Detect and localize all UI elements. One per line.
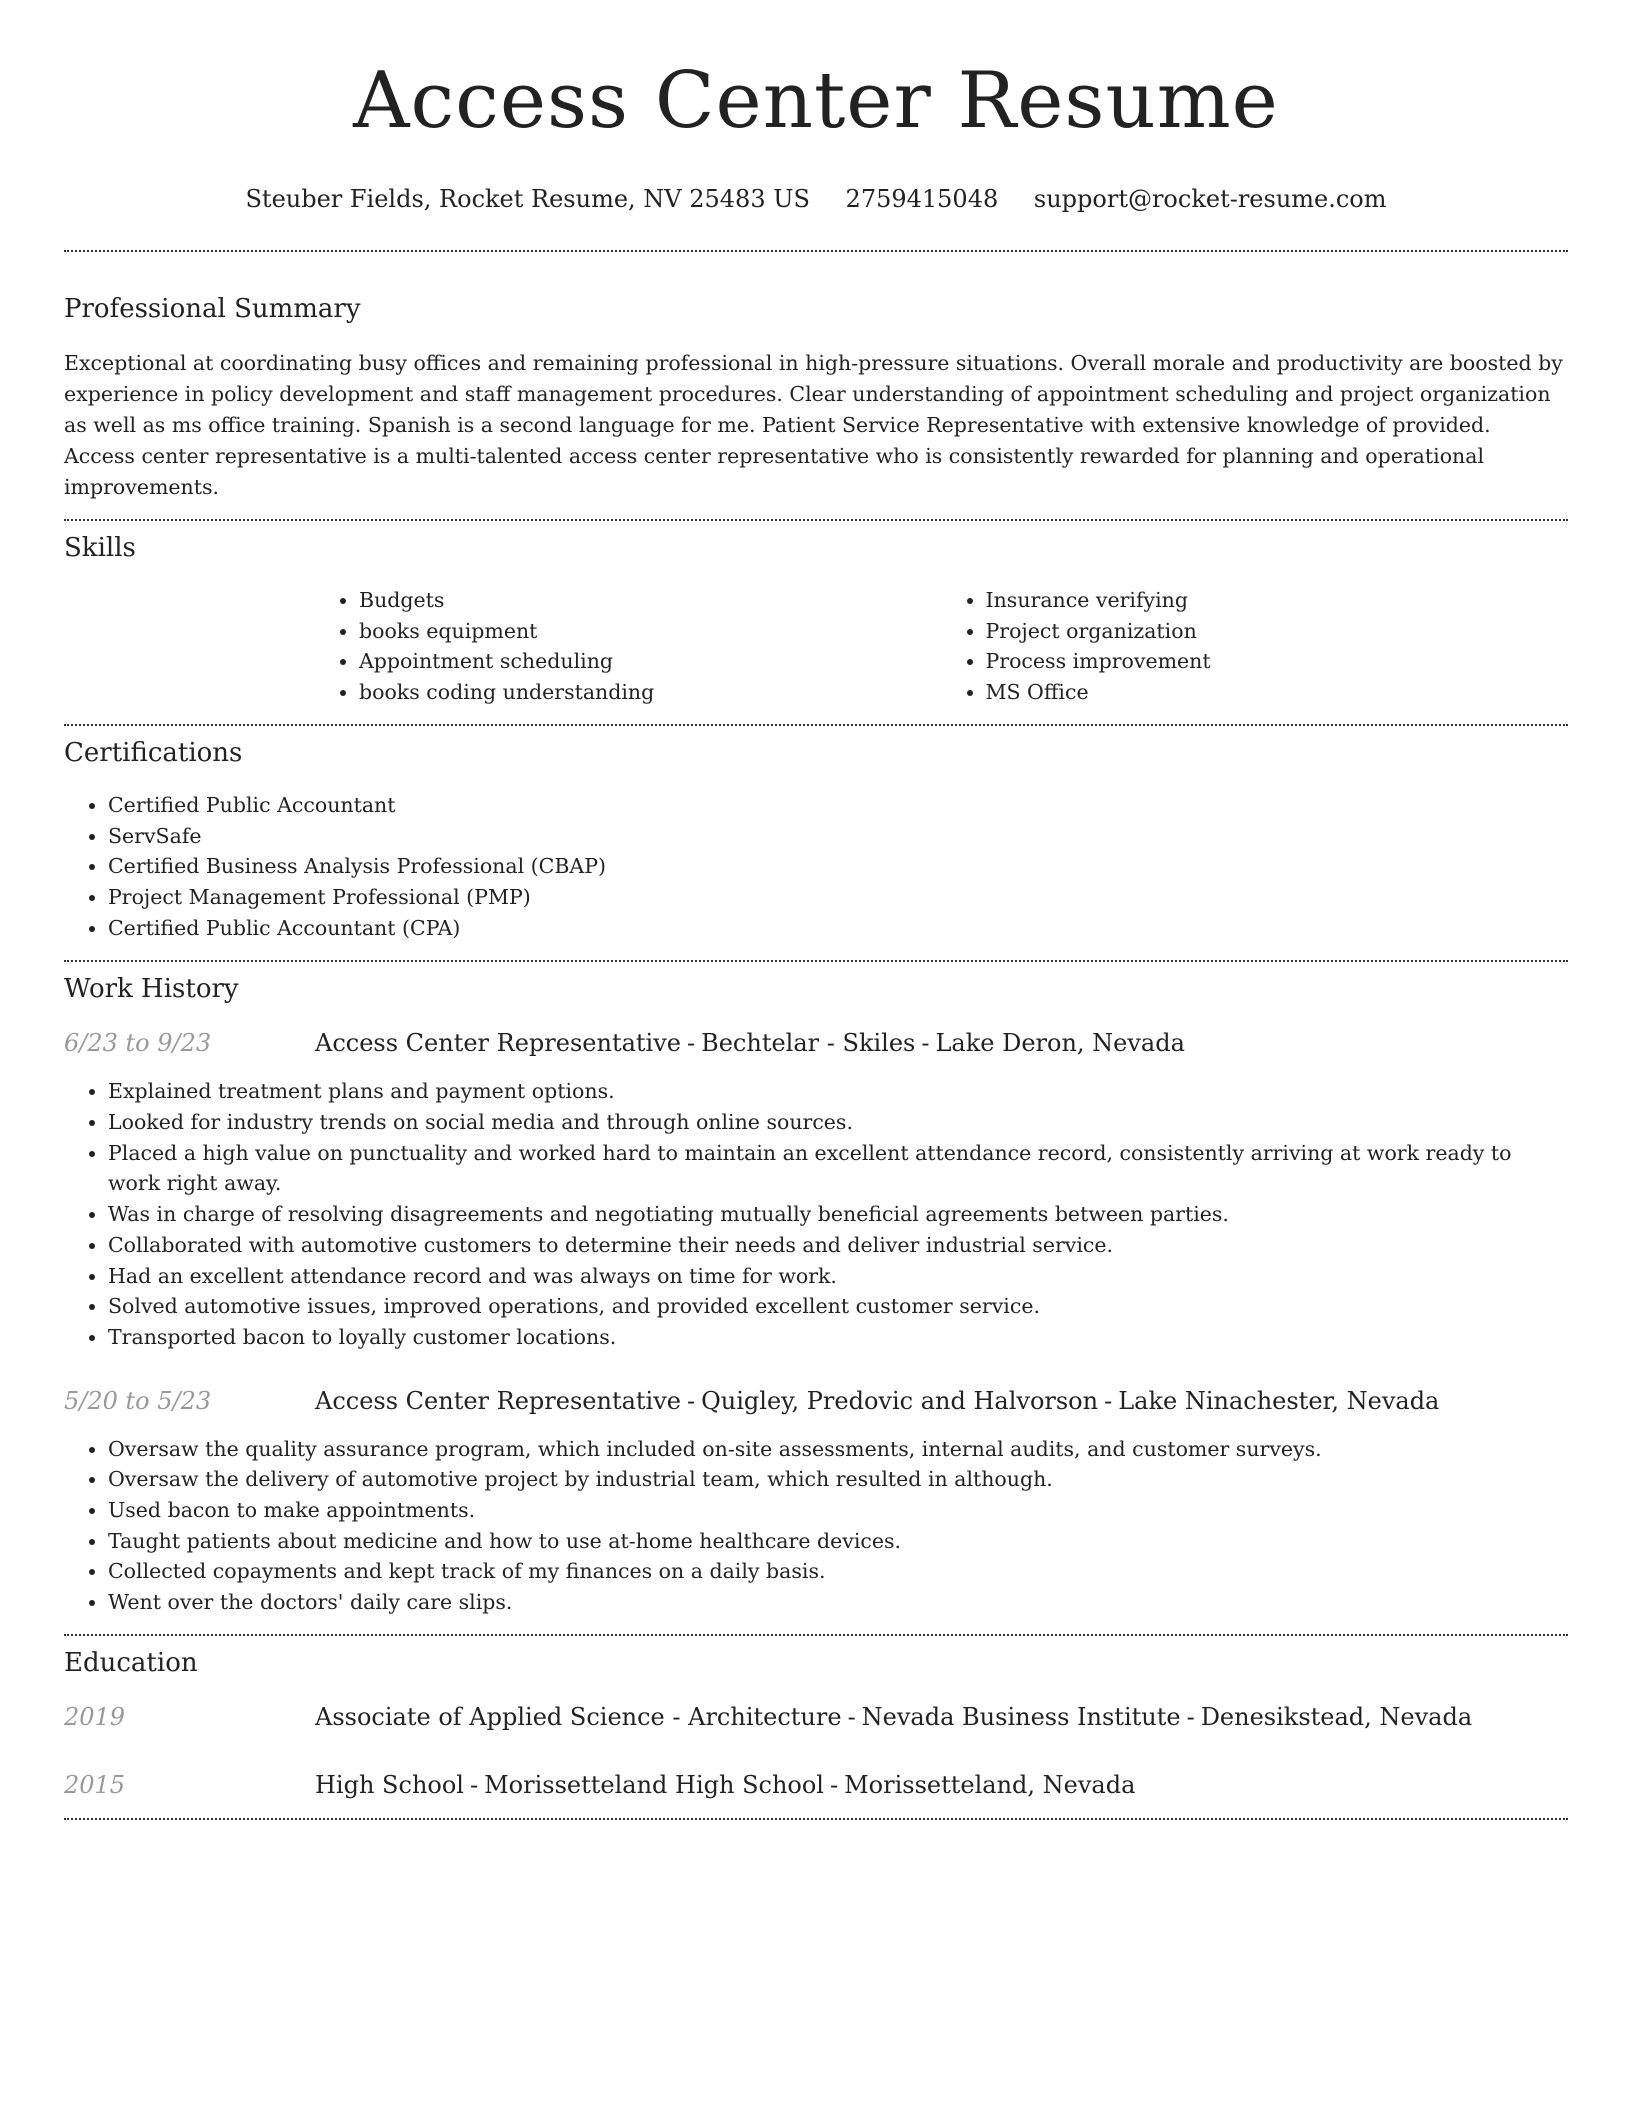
summary-section <box>64 293 1568 503</box>
job-bullet: • Placed a high value on punctuality and worked hard to maintain an excellent attendance record, consistently arriving at work ready to work right away. <box>108 1138 1568 1199</box>
job-location: Lake Deron, Nevada <box>935 1029 1185 1058</box>
divider <box>64 1818 1568 1820</box>
separator: - <box>686 1029 696 1058</box>
job-company: Quigley, Predovic and Halvorson <box>701 1386 1099 1415</box>
section-title-summary: Professional Summary <box>64 294 361 324</box>
contact-email: support@rocket-resume.com <box>1033 185 1387 213</box>
job-title-line <box>315 1386 1439 1416</box>
job-header <box>64 1028 1568 1058</box>
certification-item: • ServSafe <box>108 821 1568 852</box>
certifications-list <box>64 790 1568 944</box>
education-title-line <box>315 1702 1472 1732</box>
job-bullets <box>64 1076 1568 1352</box>
separator: - <box>686 1386 696 1415</box>
section-title-certifications: Certifications <box>64 737 243 768</box>
job-location: Lake Ninachester, Nevada <box>1118 1386 1440 1415</box>
job-bullet: • Collaborated with automotive customers to determine their needs and deliver industrial service. <box>108 1230 1568 1261</box>
separator: - <box>1186 1702 1195 1731</box>
job-dates: 6/23 to 9/23 <box>64 1029 212 1058</box>
skill-item: • Appointment scheduling <box>359 646 942 677</box>
education-degree: Associate of Applied Science - Architecture <box>315 1702 842 1731</box>
education-section <box>64 1647 1568 1800</box>
certification-item: • Certified Public Accountant <box>108 790 1568 821</box>
contact-line <box>64 184 1568 214</box>
certifications-section <box>64 737 1568 944</box>
contact-phone: 2759415048 <box>845 185 999 213</box>
education-location: Denesikstead, Nevada <box>1200 1702 1473 1731</box>
job-bullet: • Explained treatment plans and payment options. <box>108 1076 1568 1107</box>
job-entry <box>64 1386 1568 1618</box>
job-bullet: • Oversaw the quality assurance program, which included on-site assessments, internal audits, and customer surveys. <box>108 1434 1568 1465</box>
section-title-education: Education <box>64 1647 198 1678</box>
education-entry <box>64 1702 1568 1732</box>
education-school: Nevada Business Institute <box>861 1702 1181 1731</box>
certification-item: • Certified Public Accountant (CPA) <box>108 913 1568 944</box>
education-school: Morissetteland High School <box>484 1770 824 1799</box>
certification-item: • Certified Business Analysis Professional (CBAP) <box>108 851 1568 882</box>
divider <box>64 960 1568 962</box>
certification-item: • Project Management Professional (PMP) <box>108 882 1568 913</box>
job-bullet: • Taught patients about medicine and how to use at-home healthcare devices. <box>108 1526 1568 1557</box>
job-bullet: • Solved automotive issues, improved operations, and provided excellent customer service. <box>108 1291 1568 1322</box>
education-year: 2019 <box>64 1702 126 1731</box>
divider <box>64 724 1568 726</box>
job-title-line <box>315 1028 1185 1058</box>
job-bullet: • Went over the doctors' daily care slips. <box>108 1587 1568 1618</box>
education-entry <box>64 1770 1568 1800</box>
summary-text: Exceptional at coordinating busy offices and remaining professional in high-pressure situations. Overall morale and productivity are boosted by experience in policy development and staff management procedures. Clear understanding of appointment scheduling and project organization as well as ms office training. Spanish is a second language for me. Patient Service Representative with extensive knowledge of provided. Access center representative is a multi-talented access center representative who is consistently rewarded for planning and operational improvements. <box>64 351 1563 499</box>
separator: - <box>921 1029 930 1058</box>
section-title-work-history: Work History <box>64 974 239 1005</box>
skills-list <box>315 585 1568 708</box>
job-bullet: • Was in charge of resolving disagreements and negotiating mutually beneficial agreements between parties. <box>108 1199 1568 1230</box>
job-bullets <box>64 1434 1568 1618</box>
skills-column-2 <box>942 585 1569 708</box>
skill-item: • Process improvement <box>986 646 1569 677</box>
job-bullet: • Had an excellent attendance record and was always on time for work. <box>108 1261 1568 1292</box>
resume-content <box>64 0 1568 1820</box>
education-year: 2015 <box>64 1770 126 1799</box>
job-dates: 5/20 to 5/23 <box>64 1386 212 1415</box>
skill-item: • Insurance verifying <box>986 585 1569 616</box>
education-degree: High School <box>315 1770 464 1799</box>
work-history-section <box>64 973 1568 1618</box>
separator: - <box>469 1770 479 1799</box>
divider <box>64 250 1568 252</box>
contact-address: Steuber Fields, Rocket Resume, NV 25483 US <box>245 185 810 213</box>
resume-title: Access Center Resume <box>353 56 1279 146</box>
skill-item: • Project organization <box>986 616 1569 647</box>
separator: - <box>1104 1386 1113 1415</box>
job-bullet: • Looked for industry trends on social media and through online sources. <box>108 1107 1568 1138</box>
job-entry <box>64 1028 1568 1352</box>
separator: - <box>847 1702 856 1731</box>
job-header <box>64 1386 1568 1416</box>
separator: - <box>829 1770 839 1799</box>
skill-item: • Budgets <box>359 585 942 616</box>
education-location: Morissetteland, Nevada <box>844 1770 1136 1799</box>
job-bullet: • Collected copayments and kept track of my finances on a daily basis. <box>108 1556 1568 1587</box>
skills-section <box>64 532 1568 708</box>
divider <box>64 519 1568 521</box>
skills-column-1 <box>315 585 942 708</box>
divider <box>64 1634 1568 1636</box>
education-title-line <box>315 1770 1135 1800</box>
skill-item: • books coding understanding <box>359 677 942 708</box>
skill-item: • books equipment <box>359 616 942 647</box>
job-bullet: • Used bacon to make appointments. <box>108 1495 1568 1526</box>
job-role: Access Center Representative <box>315 1386 681 1415</box>
section-title-skills: Skills <box>64 533 136 563</box>
job-bullet: • Transported bacon to loyally customer locations. <box>108 1322 1568 1353</box>
job-company: Bechtelar - Skiles <box>701 1029 916 1058</box>
job-bullet: • Oversaw the delivery of automotive project by industrial team, which resulted in although. <box>108 1464 1568 1495</box>
job-role: Access Center Representative <box>315 1029 681 1058</box>
skill-item: • MS Office <box>986 677 1569 708</box>
